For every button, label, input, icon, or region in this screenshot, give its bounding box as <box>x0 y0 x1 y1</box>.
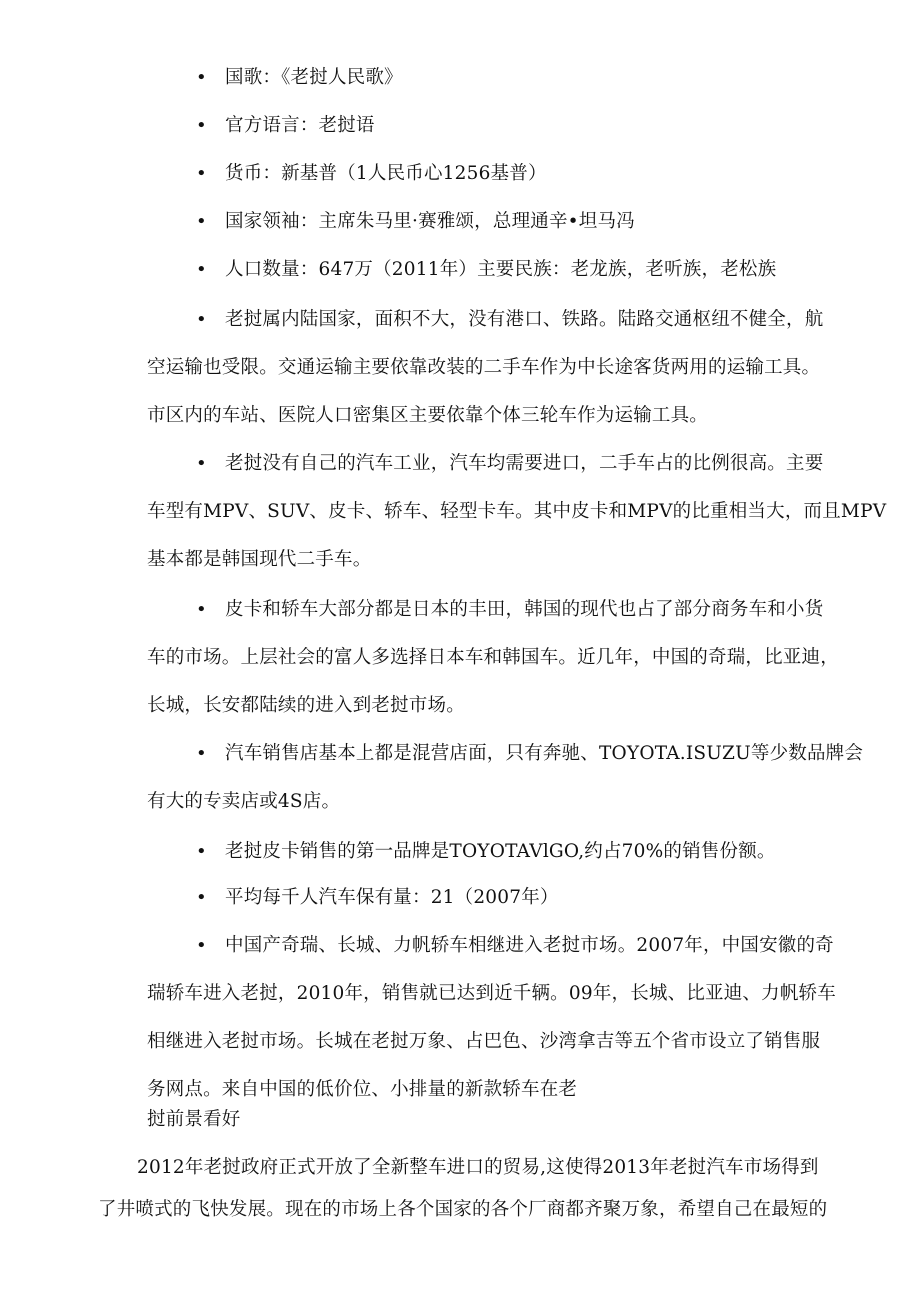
bullet-marker: • <box>196 259 207 280</box>
leaders-item: 国家领袖：主席朱马里·赛雅颂，总理通辛•坦马冯 <box>225 211 635 232</box>
bullet-marker: • <box>196 115 207 136</box>
industry-line-3: 基本都是韩国现代二手车。 <box>147 549 372 570</box>
china-line-4: 务网点。来自中国的低价位、小排量的新款轿车在老 <box>147 1079 578 1100</box>
transport-line-1: 老挝属内陆国家，面积不大，没有港口、铁路。陆路交通枢纽不健全，航 <box>225 309 824 330</box>
transport-line-3: 市区内的车站、医院人口密集区主要依靠个体三轮车作为运输工具。 <box>147 405 709 426</box>
bullet-marker: • <box>196 743 207 764</box>
transport-line-2: 空运输也受限。交通运输主要依靠改装的二手车作为中长途客货两用的运输工具。 <box>147 357 821 378</box>
dealers-line-2: 有大的专卖店或4S店。 <box>147 791 341 812</box>
industry-line-2: 车型有MPV、SUV、皮卡、轿车、轻型卡车。其中皮卡和MPV的比重相当大，而且MPV <box>147 501 887 522</box>
bullet-marker: • <box>196 211 207 232</box>
brands-line-2: 车的市场。上层社会的富人多选择日本车和韩国车。近几年，中国的奇瑞，比亚迪， <box>147 647 839 668</box>
bullet-marker: • <box>196 935 207 956</box>
bullet-marker: • <box>196 841 207 862</box>
pickup-item: 老挝皮卡销售的第一品牌是TOYOTAVlGO,约占70%的销售份额。 <box>225 841 776 862</box>
population-item: 人口数量：647万（2011年）主要民族：老龙族，老听族，老松族 <box>225 259 777 280</box>
brands-line-1: 皮卡和轿车大部分都是日本的丰田，韩国的现代也占了部分商务车和小货 <box>225 599 824 620</box>
bullet-marker: • <box>196 163 207 184</box>
ownership-item: 平均每千人汽车保有量：21（2007年） <box>225 887 559 908</box>
bullet-marker: • <box>196 453 207 474</box>
china-line-3: 相继进入老挝市场。长城在老挝万象、占巴色、沙湾拿吉等五个省市设立了销售服 <box>147 1031 821 1052</box>
bullet-marker: • <box>196 67 207 88</box>
brands-line-3: 长城，长安都陆续的进入到老挝市场。 <box>147 695 465 716</box>
anthem-item: 国歌：《老挝人民歌》 <box>225 67 403 88</box>
dealers-line-1: 汽车销售店基本上都是混营店面，只有奔驰、TOYOTA.ISUZU等少数品牌会 <box>225 743 864 764</box>
china-line-1: 中国产奇瑞、长城、力帆轿车相继进入老挝市场。2007年，中国安徽的奇 <box>225 935 834 956</box>
closing-line-2: 了井喷式的飞快发展。现在的市场上各个国家的各个厂商都齐聚万象，希望自己在最短的 <box>98 1199 828 1220</box>
industry-line-1: 老挝没有自己的汽车工业，汽车均需要进口，二手车占的比例很高。主要 <box>225 453 824 474</box>
china-line-5: 挝前景看好 <box>147 1109 241 1130</box>
currency-item: 货币：新基普（1人民币心1256基普） <box>225 163 547 184</box>
language-item: 官方语言：老挝语 <box>225 115 375 136</box>
china-line-2: 瑞轿车进入老挝，2010年，销售就已达到近千辆。09年，长城、比亚迪、力帆轿车 <box>147 983 836 1004</box>
bullet-marker: • <box>196 309 207 330</box>
bullet-marker: • <box>196 599 207 620</box>
bullet-marker: • <box>196 887 207 908</box>
closing-line-1: 2012年老挝政府正式开放了全新整车进口的贸易,这使得2013年老挝汽车市场得到 <box>137 1157 819 1178</box>
